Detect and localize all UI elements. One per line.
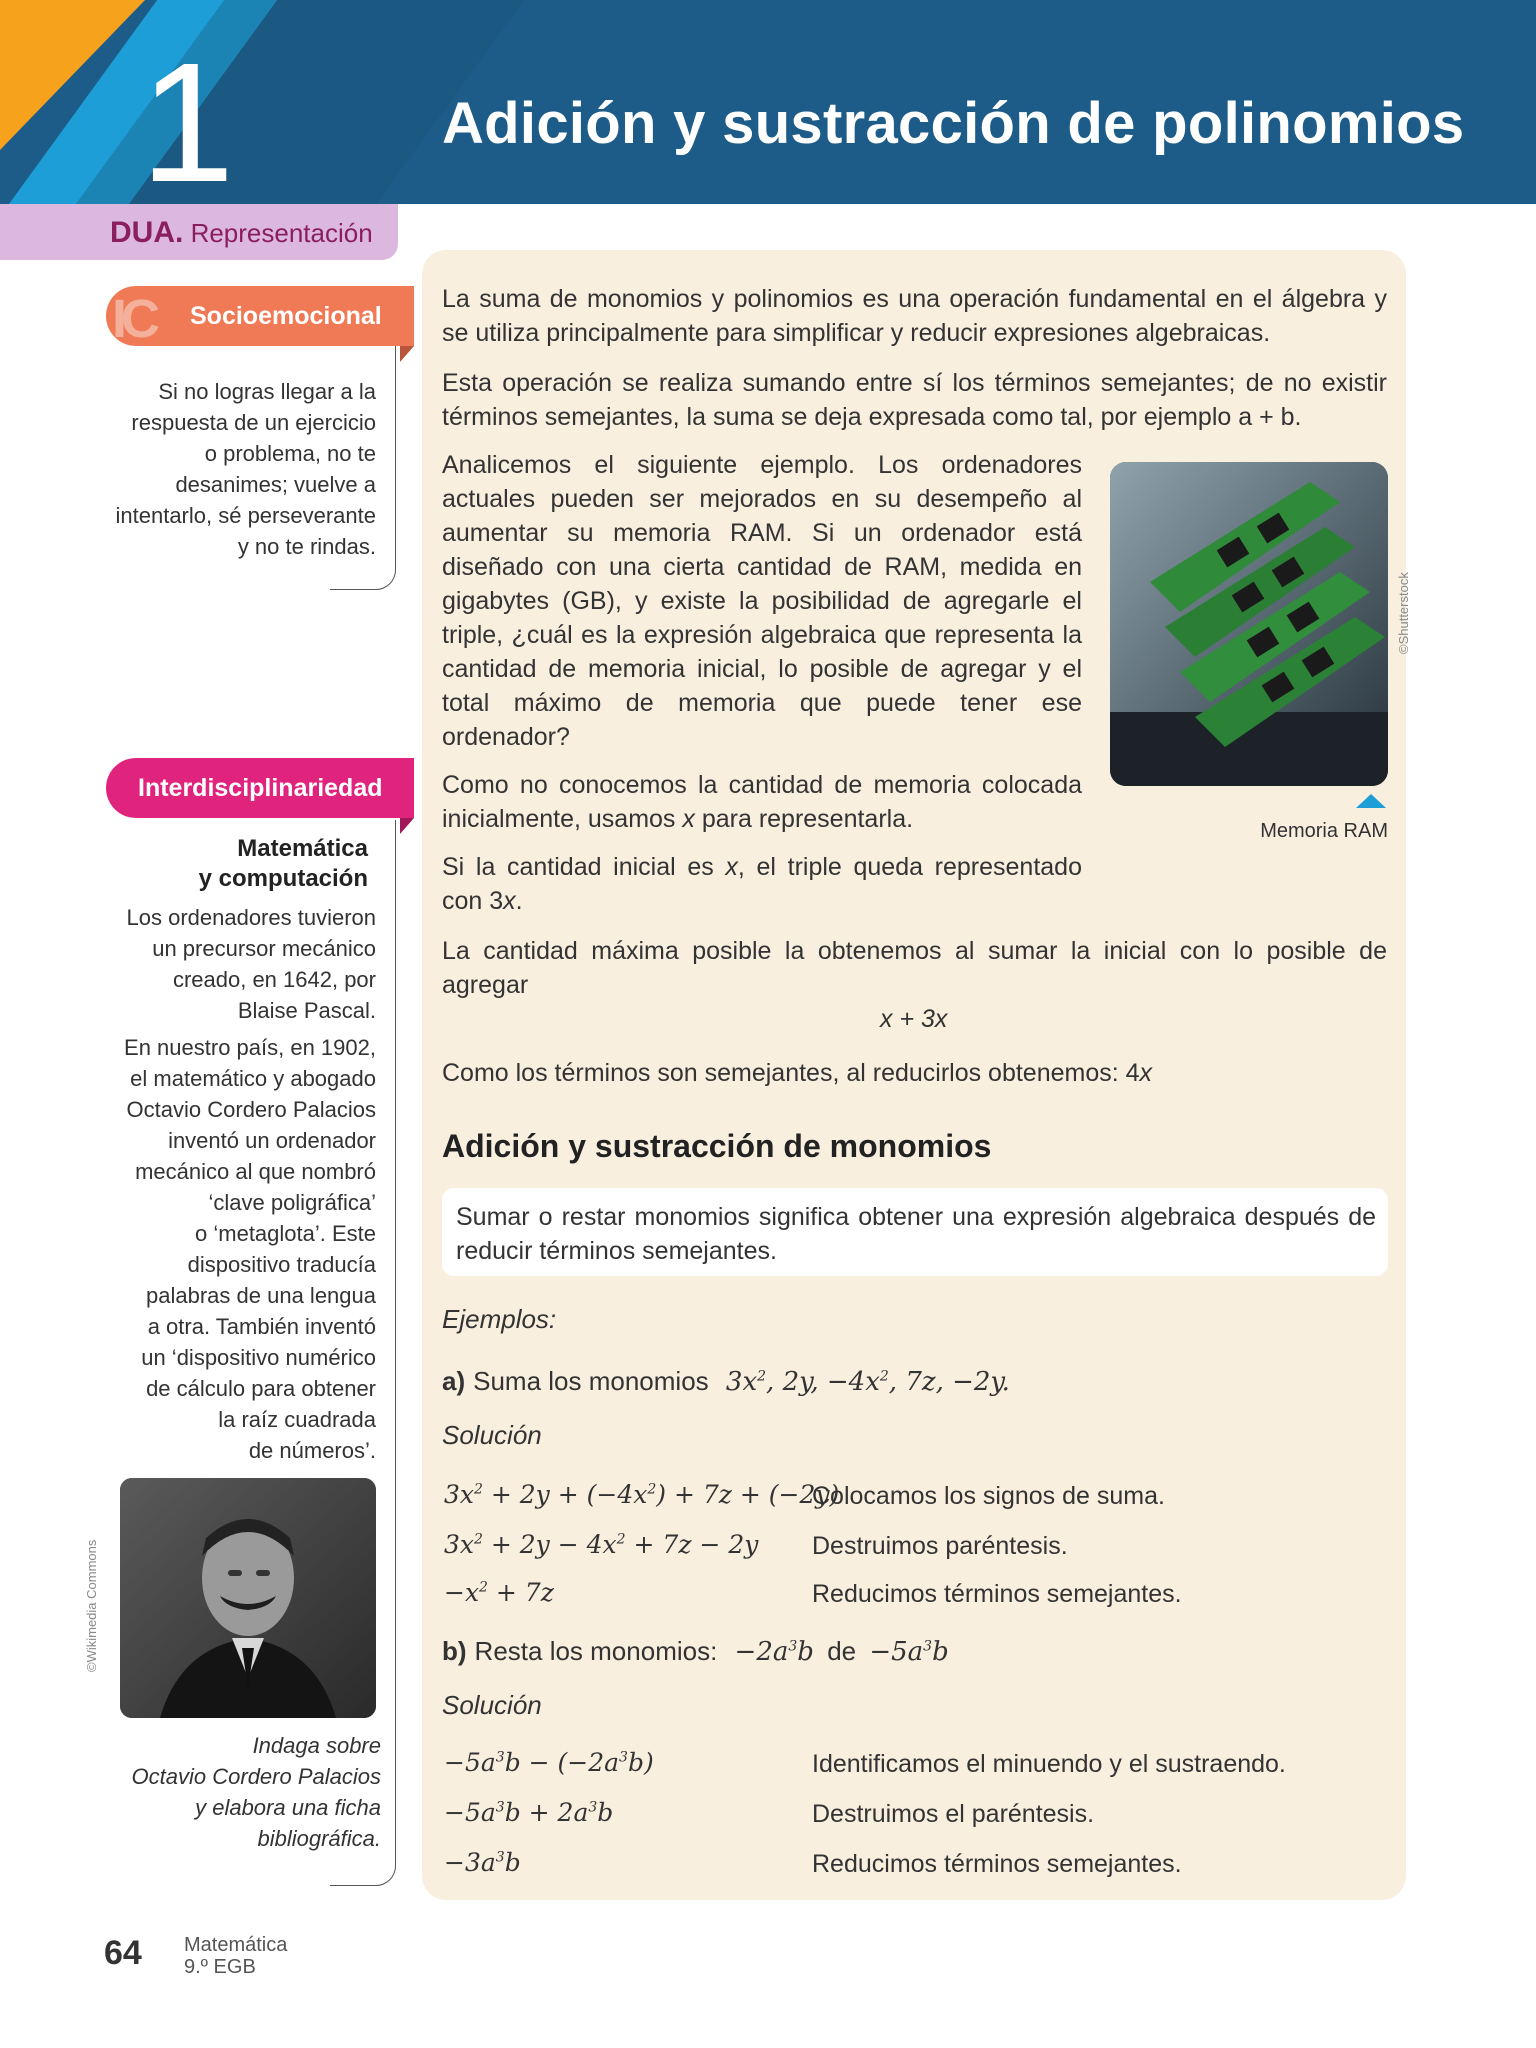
example-a-statement: a) Suma los monomios $3x^2$, 2y, $-4x^2$, 7z, −2y. bbox=[442, 1366, 1010, 1397]
step-a3-math: $-x^2 + 7z$ bbox=[444, 1578, 554, 1607]
step-a1-math: $3x^2 + 2y + (-4x^2) + 7z + (-2y)$ bbox=[444, 1480, 840, 1509]
portrait-illustration bbox=[120, 1478, 376, 1718]
dua-label: DUA. Representación bbox=[110, 216, 373, 249]
chapter-header bbox=[0, 0, 1536, 204]
step-a3-desc: Reducimos términos semejantes. bbox=[812, 1580, 1182, 1608]
ic-logo-icon: IC bbox=[112, 289, 154, 349]
step-b1-desc: Identificamos el minuendo y el sustraendo. bbox=[812, 1750, 1286, 1778]
step-b3-desc: Reducimos términos semejantes. bbox=[812, 1850, 1182, 1878]
section-title: Adición y sustracción de monomios bbox=[442, 1128, 992, 1164]
indaga-text: Indaga sobre Octavio Cordero Palacios y elabora una ficha bibliográfica. bbox=[131, 1733, 381, 1851]
caption-marker-icon bbox=[1356, 794, 1386, 808]
step-a2-math: $3x^2 + 2y - 4x^2 + 7z - 2y$ bbox=[444, 1530, 759, 1559]
ram-example-paragraph: Analicemos el siguiente ejemplo. Los ordenadores actuales pueden ser mejorados en su desempeño al aumentar su memoria RAM. Si un ordenador está diseñado con una cierta cantidad de RAM, medida en gigabytes (GB), y existe la posibilidad de agregarle el triple, ¿cuál es la expresión algebraica que representa la cantidad de memoria inicial, lo posible de agregar y el total máximo de memoria que puede tener ese ordenador? bbox=[442, 451, 1082, 751]
triple-paragraph: Si la cantidad inicial es x, el triple queda representado con 3x. bbox=[442, 853, 1082, 915]
socioemocional-label: Socioemocional bbox=[190, 301, 382, 330]
chapter-title: Adición y sustracción de polinomios bbox=[442, 91, 1465, 156]
definition-text: Sumar o restar monomios significa obtener una expresión algebraica después de reducir términos semejantes. bbox=[456, 1203, 1376, 1265]
solucion-a-label: Solución bbox=[442, 1420, 542, 1450]
maximum-paragraph: La cantidad máxima posible la obtenemos al sumar la inicial con lo posible de agregar bbox=[442, 937, 1387, 999]
sum-expression: x + 3x bbox=[880, 1005, 948, 1033]
socioemocional-pill bbox=[106, 286, 414, 349]
ram-caption: Memoria RAM bbox=[1260, 820, 1388, 842]
portrait-photo bbox=[120, 1478, 376, 1718]
ram-illustration bbox=[1110, 462, 1388, 786]
page-number: 64 bbox=[104, 1934, 142, 1972]
step-b3-math: $-3a^3b$ bbox=[444, 1848, 521, 1877]
socioemocional-text: Si no logras llegar a la respuesta de un ejercicio o problema, no te desanimes; vuelve a intentarlo, sé perseverante y no te rindas. bbox=[115, 379, 376, 559]
step-b1-math: $-5a^3b - (-2a^3b)$ bbox=[444, 1748, 654, 1777]
chapter-number: 1 bbox=[140, 28, 235, 204]
step-b2-desc: Destruimos el paréntesis. bbox=[812, 1800, 1095, 1828]
step-a1-desc: Colocamos los signos de suma. bbox=[812, 1482, 1165, 1510]
inter-text: Los ordenadores tuvieron un precursor mecánico creado, en 1642, por Blaise Pascal. En nuestro país, en 1902, el matemático y abogado Octavio Cordero Palacios inventó un ordenador mecánico al que nombró ‘clave poligráfica’ o ‘metaglota’. Este dispositivo traducía palabras de una lengua a otra. También inventó un ‘dispositivo numérico de cálculo para obtener la raíz cuadrada de números’. bbox=[124, 905, 376, 1463]
unknown-paragraph: Como no conocemos la cantidad de memoria colocada inicialmente, usamos x para representarla. bbox=[442, 771, 1082, 833]
interdisciplinariedad-pill bbox=[106, 758, 414, 818]
reduction-paragraph: Como los términos son semejantes, al reducirlos obtenemos: 4x bbox=[442, 1059, 1153, 1087]
dua-strip bbox=[0, 204, 398, 260]
footer-subject: Matemática 9.º EGB bbox=[184, 1934, 288, 1978]
inter-heading: Matemática y computación bbox=[198, 835, 368, 892]
step-a2-desc: Destruimos paréntesis. bbox=[812, 1532, 1068, 1560]
ejemplos-label: Ejemplos: bbox=[442, 1304, 557, 1334]
ram-photo bbox=[1110, 462, 1388, 786]
step-b2-math: $-5a^3b + 2a^3b$ bbox=[444, 1798, 614, 1827]
solucion-b-label: Solución bbox=[442, 1690, 542, 1720]
shutterstock-credit: ©Shutterstock bbox=[1396, 572, 1411, 654]
semejantes-paragraph: Esta operación se realiza sumando entre sí los términos semejantes; de no existir términos semejantes, la suma se deja expresada como tal, por ejemplo a + b. bbox=[442, 369, 1387, 431]
intro-paragraph: La suma de monomios y polinomios es una operación fundamental en el álgebra y se utiliza principalmente para simplificar y reducir expresiones algebraicas. bbox=[442, 285, 1387, 347]
example-b-statement: b) Resta los monomios: $-2a^3b$ de $-5a^3b$ bbox=[442, 1636, 949, 1667]
interdisciplinariedad-label: Interdisciplinariedad bbox=[138, 773, 383, 802]
wikimedia-credit: ©Wikimedia Commons bbox=[84, 1539, 99, 1672]
